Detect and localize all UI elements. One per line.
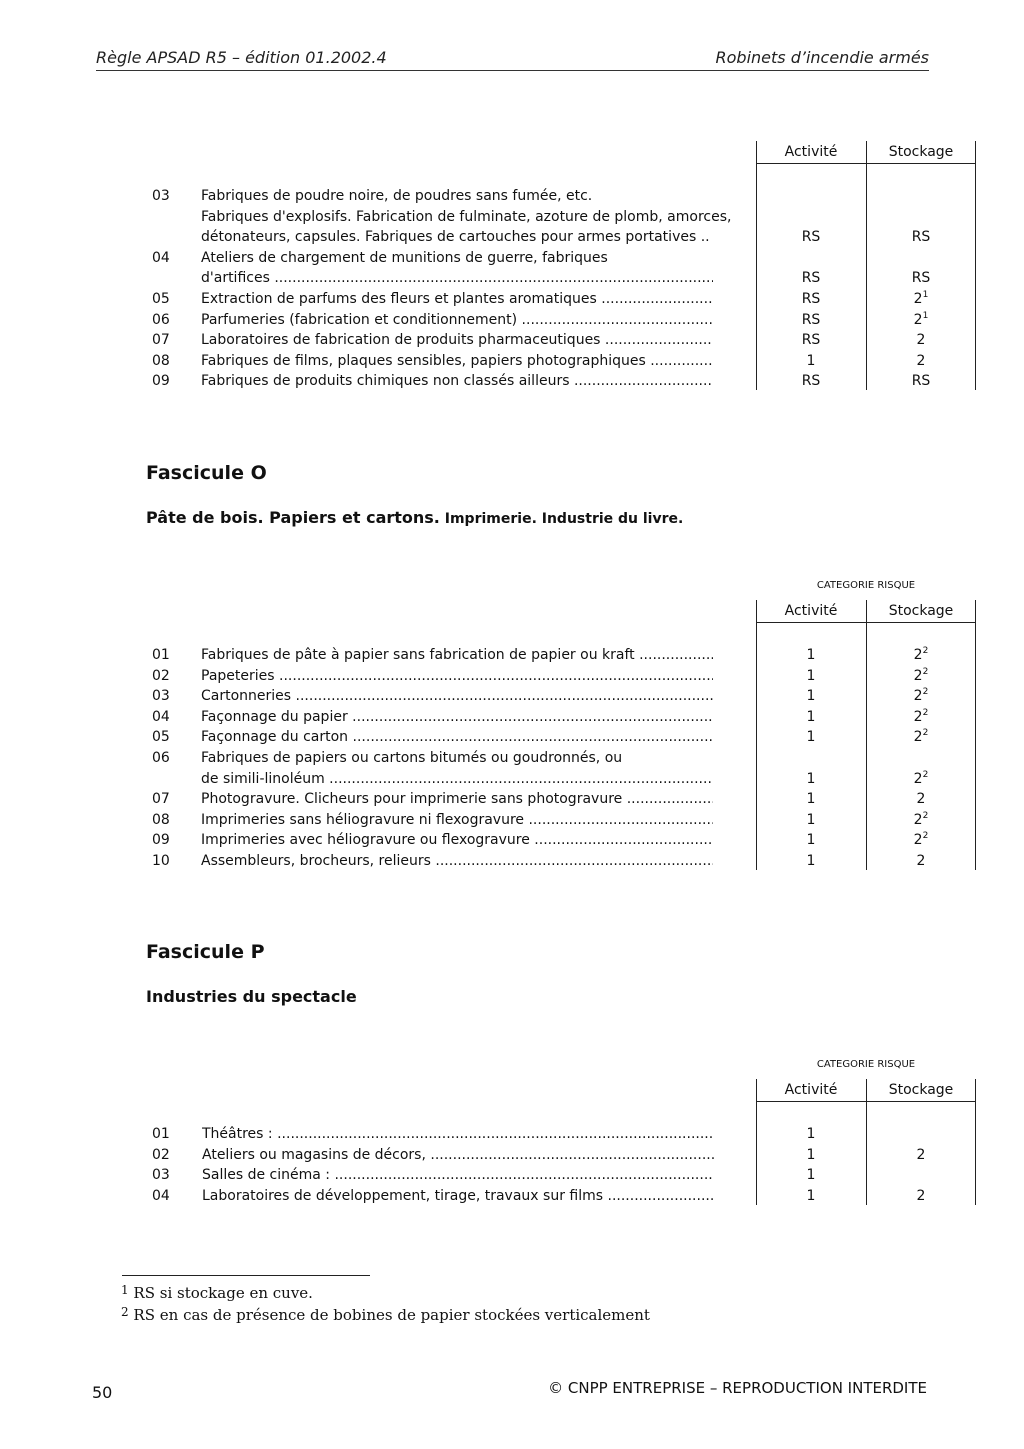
footnote-reference: 1 — [922, 290, 929, 300]
row-code: 05 — [152, 291, 170, 307]
activity-value: RS — [801, 373, 821, 390]
table-row — [0, 1165, 1024, 1185]
row-label: Fabriques de pâte à papier sans fabrication de papier ou kraft ..... — [201, 645, 713, 665]
storage-value: $2^2$ — [913, 728, 929, 746]
row-label: Laboratoires de fabrication de produits pharmaceutiques ..... — [201, 330, 713, 350]
activity-value: 1 — [806, 832, 816, 849]
row-label: Théâtres : ..... — [202, 1124, 714, 1144]
row-label: Cartonneries ..... — [201, 686, 713, 706]
row-label: Papeteries ..... — [201, 666, 713, 686]
storage-value: $2^2$ — [913, 831, 929, 849]
storage-value: RS — [911, 270, 931, 287]
row-code: 08 — [152, 811, 170, 828]
row-code: 01 — [152, 647, 170, 663]
table-row — [0, 330, 1024, 350]
storage-value: 2 — [916, 853, 926, 869]
row-label: Ateliers de chargement de munitions de guerre, fabriques — [201, 249, 608, 266]
row-label: Extraction de parfums des fleurs et plantes aromatiques ..... — [201, 289, 713, 309]
header-section-title: Robinets d’incendie armés — [715, 48, 929, 67]
storage-value: $2^2$ — [913, 769, 929, 787]
footnote-text: RS en cas de présence de bobines de papier stockées verticalement — [133, 1306, 650, 1324]
activity-value: 1 — [806, 811, 816, 828]
row-label: Fabriques d'explosifs. Fabrication de fulminate, azoture de plomb, amorces, — [201, 208, 732, 225]
storage-value: 2 — [916, 332, 926, 349]
row-label: Fabriques de produits chimiques non classés ailleurs ..... — [201, 371, 713, 391]
activity-value: 1 — [806, 729, 816, 746]
table-row — [0, 707, 1024, 727]
page-number: 50 — [92, 1383, 113, 1402]
table-row — [0, 769, 1024, 789]
activity-value: 1 — [806, 791, 816, 808]
storage-value: $2^2$ — [913, 646, 929, 663]
footnote-number: 2 — [121, 1305, 129, 1319]
footnote-reference: 2 — [922, 707, 929, 718]
table-row — [0, 748, 1024, 768]
table-row — [0, 666, 1024, 686]
table-row — [0, 289, 1024, 309]
table-row — [0, 851, 1024, 871]
row-label: Façonnage du carton ..... — [201, 727, 713, 747]
activity-value: 1 — [806, 1146, 816, 1163]
row-code: 05 — [152, 729, 170, 746]
copyright-notice: © CNPP ENTREPRISE – REPRODUCTION INTERDITE — [548, 1379, 927, 1397]
footnote-reference: 2 — [922, 831, 929, 842]
activity-value: 1 — [806, 688, 816, 705]
table-row — [0, 371, 1024, 391]
column-header-activity: Activité — [784, 603, 838, 619]
row-label: Fabriques de papiers ou cartons bitumés ou goudronnés, ou — [201, 750, 623, 766]
row-code: 10 — [152, 853, 170, 869]
storage-value: $2^1$ — [913, 310, 929, 328]
table-header-rule — [756, 622, 976, 623]
activity-value: 1 — [806, 1187, 816, 1204]
column-header-activity: Activité — [784, 1082, 838, 1098]
subtitle-main: Pâte de bois. Papiers et cartons. — [146, 508, 440, 527]
footnote-2 — [121, 1306, 650, 1324]
row-code: 06 — [152, 311, 170, 328]
row-label: détonateurs, capsules. Fabriques de cartouches pour armes portatives .. — [201, 229, 710, 246]
table-row — [0, 1186, 1024, 1206]
footnote-reference: 2 — [922, 810, 929, 821]
table-row — [0, 248, 1024, 268]
table-row — [0, 310, 1024, 330]
activity-value: 1 — [806, 708, 816, 725]
storage-value: RS — [911, 229, 931, 246]
table-header-rule — [756, 163, 976, 164]
row-code: 07 — [152, 332, 170, 349]
row-code: 06 — [152, 750, 170, 766]
row-label: Façonnage du papier ..... — [201, 707, 713, 727]
header-divider — [96, 70, 929, 71]
footnote-reference: 2 — [922, 646, 929, 656]
footnote-1 — [121, 1284, 313, 1302]
row-code: 03 — [152, 688, 170, 705]
footnote-text: RS si stockage en cuve. — [133, 1284, 313, 1302]
activity-value: 1 — [806, 647, 816, 663]
table-row — [0, 686, 1024, 706]
table-row — [0, 810, 1024, 830]
row-label: Ateliers ou magasins de décors, ..... — [202, 1145, 714, 1165]
section-title-fascicule-p: Fascicule P — [146, 941, 265, 963]
section-subtitle-fascicule-o — [146, 508, 683, 527]
footnote-number: 1 — [121, 1283, 129, 1297]
column-header-storage: Stockage — [888, 144, 954, 160]
row-label: d'artifices ..... — [201, 268, 713, 288]
storage-value: $2^2$ — [913, 707, 929, 725]
row-label: Salles de cinéma : ..... — [202, 1165, 714, 1185]
table-row — [0, 645, 1024, 665]
subtitle-rest: Imprimerie. Industrie du livre. — [439, 511, 684, 527]
activity-value: RS — [801, 291, 821, 307]
header-document-title: Règle APSAD R5 – édition 01.2002.4 — [96, 48, 387, 67]
table-row — [0, 830, 1024, 850]
row-code: 07 — [152, 791, 170, 808]
row-code: 03 — [152, 188, 170, 204]
table-header-rule — [756, 1101, 976, 1102]
row-label: Imprimeries avec héliogravure ou flexogravure ..... — [201, 830, 713, 850]
category-risk-label: CATEGORIE RISQUE — [816, 1059, 916, 1070]
storage-value: $2^1$ — [913, 290, 929, 307]
row-label: Photogravure. Clicheurs pour imprimerie sans photogravure ..... — [201, 789, 713, 809]
footnote-reference: 1 — [922, 310, 929, 321]
storage-value: $2^2$ — [913, 810, 929, 828]
table-row — [0, 727, 1024, 747]
footnote-divider — [122, 1275, 370, 1276]
row-label: Fabriques de poudre noire, de poudres sans fumée, etc. — [201, 188, 593, 204]
row-label: de simili-linoléum ..... — [201, 769, 713, 789]
column-header-activity: Activité — [784, 144, 838, 160]
row-code: 04 — [152, 249, 170, 266]
footnote-reference: 2 — [922, 728, 929, 739]
section-title-fascicule-o: Fascicule O — [146, 462, 267, 484]
activity-value: 1 — [806, 770, 816, 787]
storage-value: 2 — [916, 1146, 926, 1163]
table-row — [0, 1124, 1024, 1144]
activity-value: RS — [801, 311, 821, 328]
row-label: Assembleurs, brocheurs, relieurs ..... — [201, 851, 713, 871]
activity-value: RS — [801, 332, 821, 349]
row-code: 08 — [152, 352, 170, 369]
row-code: 03 — [152, 1167, 170, 1184]
footnote-reference: 2 — [922, 666, 929, 677]
storage-value: 2 — [916, 352, 926, 369]
table-row — [0, 268, 1024, 288]
activity-value: 1 — [806, 853, 816, 869]
category-risk-label: CATEGORIE RISQUE — [816, 580, 916, 591]
row-code: 01 — [152, 1126, 170, 1142]
table-row — [0, 1145, 1024, 1165]
activity-value: 1 — [806, 667, 816, 684]
storage-value: RS — [911, 373, 931, 390]
storage-value: 2 — [916, 1187, 926, 1204]
activity-value: 1 — [806, 1167, 816, 1184]
column-header-storage: Stockage — [888, 603, 954, 619]
row-code: 04 — [152, 708, 170, 725]
row-code: 02 — [152, 667, 170, 684]
row-code: 04 — [152, 1187, 170, 1204]
storage-value: $2^2$ — [913, 666, 929, 684]
row-label: Parfumeries (fabrication et conditionnement) ..... — [201, 310, 713, 330]
table-row — [0, 227, 1024, 247]
table-row — [0, 207, 1024, 227]
row-label: Laboratoires de développement, tirage, travaux sur films ..... — [202, 1186, 714, 1206]
row-code: 09 — [152, 832, 170, 849]
section-subtitle-fascicule-p: Industries du spectacle — [146, 987, 357, 1006]
column-header-storage: Stockage — [888, 1082, 954, 1098]
row-code: 02 — [152, 1146, 170, 1163]
table-row — [0, 351, 1024, 371]
table-row — [0, 186, 1024, 206]
footnote-reference: 2 — [922, 769, 929, 780]
activity-value: 1 — [806, 1126, 816, 1142]
activity-value: RS — [801, 270, 821, 287]
row-label: Fabriques de films, plaques sensibles, papiers photographiques ..... — [201, 351, 713, 371]
row-label: Imprimeries sans héliogravure ni flexogravure ..... — [201, 810, 713, 830]
row-code: 09 — [152, 373, 170, 390]
activity-value: RS — [801, 229, 821, 246]
footnote-reference: 2 — [922, 687, 929, 698]
activity-value: 1 — [806, 352, 816, 369]
storage-value: $2^2$ — [913, 687, 929, 705]
table-row — [0, 789, 1024, 809]
storage-value: 2 — [916, 791, 926, 808]
